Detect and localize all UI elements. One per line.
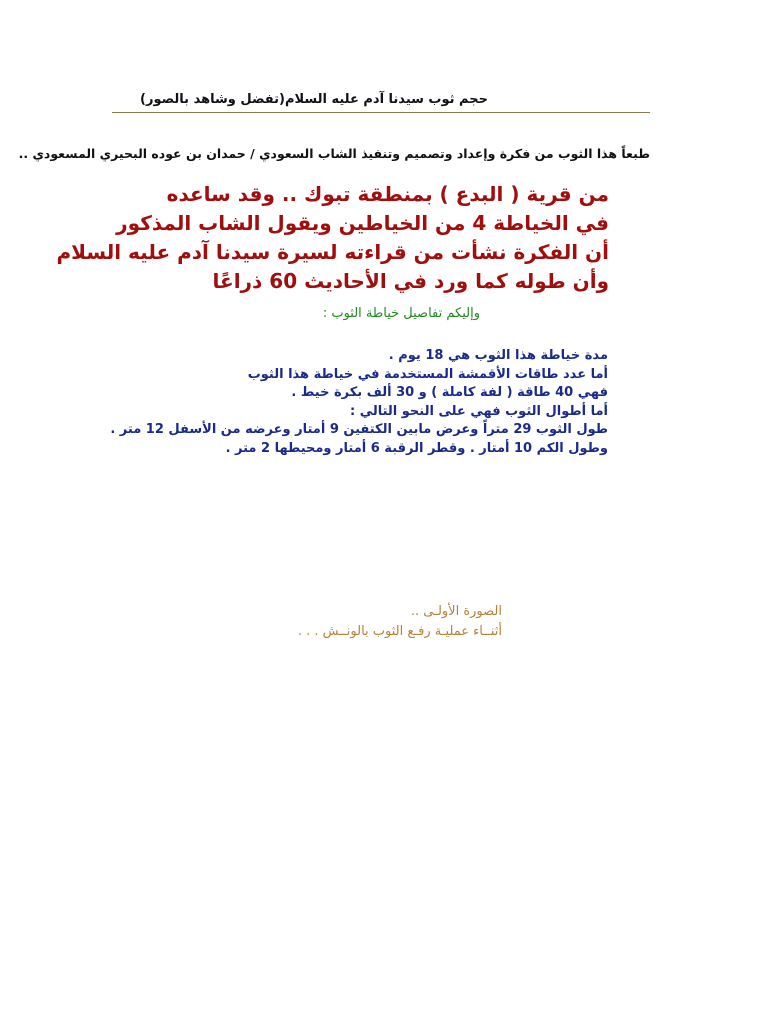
image-caption [298,602,502,642]
intro-line: أن الفكرة نشأت من قراءته لسيرة سيدنا آدم عليه السلام [56,240,609,264]
details-heading: وإليكم تفاصيل خياطة الثوب : [322,306,480,321]
caption-line: الصورة الأولـى .. [410,604,502,619]
details-line: أما أطوال الثوب فهي على النحو التالي : [349,403,608,419]
caption-line: أثنــاء عمليـة رفـع الثوب بالونــش . . . [297,624,502,639]
details-paragraph [110,347,608,458]
intro-line: وأن طوله كما ورد في الأحاديث 60 ذراعًا [212,269,609,293]
details-line: فهي 40 طاقة ( لفة كاملة ) و 30 ألف بكرة خيط . [291,385,608,400]
intro-line: من قرية ( البدع ) بمنطقة تبوك .. وقد ساعده [166,182,609,206]
details-line: وطول الكم 10 أمتار . وقطر الرقبة 6 أمتار ومحيطها 2 متر . [225,440,608,456]
details-line: أما عدد طاقات الأقمشة المستخدمة في خياطة هذا الثوب [247,366,608,382]
intro-line: في الخياطة 4 من الخياطين ويقول الشاب المذكور [116,211,609,235]
details-line: طول الثوب 29 متراً وعرض مابين الكتفين 9 أمتار وعرضه من الأسفل 12 متر . [110,422,608,437]
intro-paragraph [57,180,609,296]
details-line: مدة خياطة هذا الثوب هي 18 يوم . [388,348,608,363]
author-credit: طبعاً هذا الثوب من فكرة وإعداد وتصميم وتنفيذ الشاب السعودي / حمدان بن عوده البحيري المسعودي .. [18,146,650,161]
title-divider [112,112,650,113]
page-title: حجم ثوب سيدنا آدم عليه السلام(تفضل وشاهد بالصور) [140,92,488,107]
